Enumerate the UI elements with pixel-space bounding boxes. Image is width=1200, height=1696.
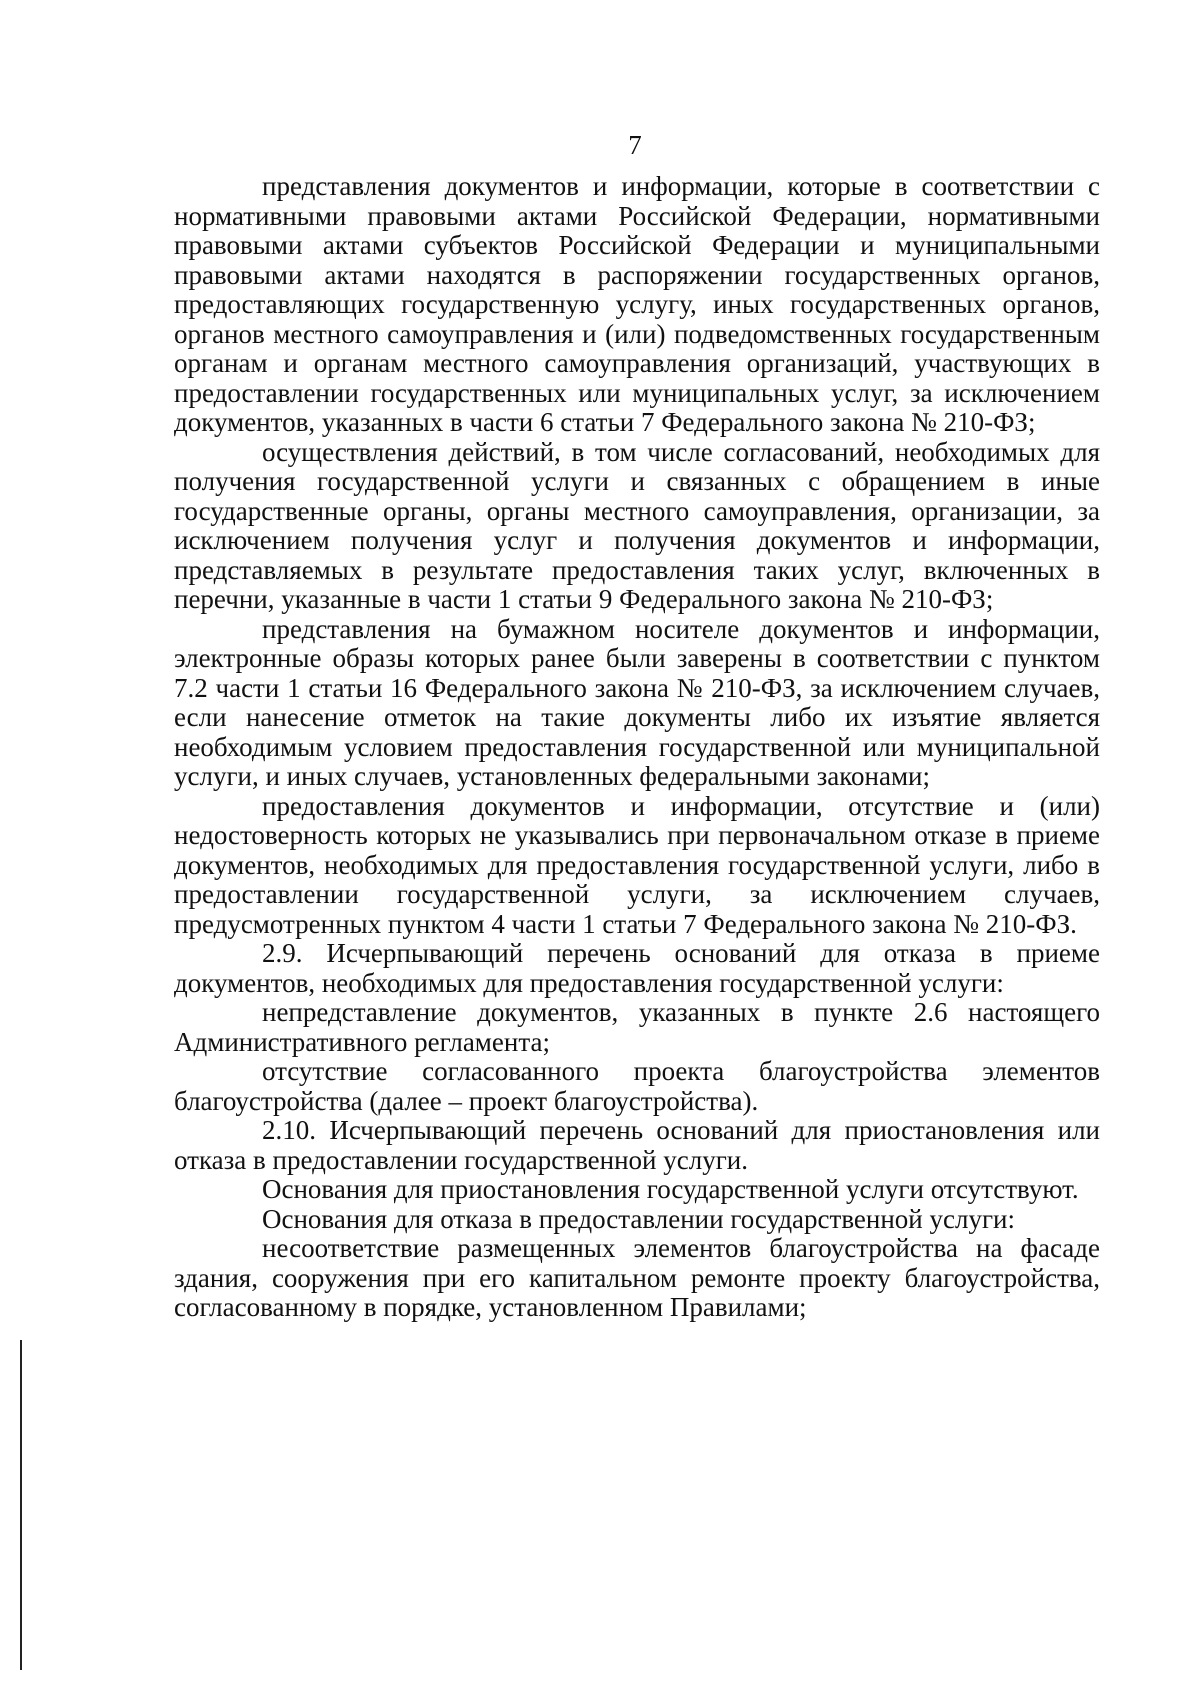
page-number: 7 (628, 130, 642, 160)
scan-artifact-line (20, 1340, 22, 1670)
paragraph: Основания для приостановления государственной услуги отсутствуют. (262, 1174, 1079, 1204)
section-2-10-heading: 2.10. Исчерпывающий перечень оснований для приостановления или отказа в предоставлении государственной услуги. (174, 1115, 1100, 1175)
paragraph: представления документов и информации, которые в соответствии с нормативными правовыми актами Российской Федерации, нормативными правовыми актами субъектов Российской Федерации и муниципальными правовыми актами находятся в распоряжении государственных органов, предоставляющих государственную услугу, иных государственных органов, органов местного самоуправления и (или) подведомственных государственным органам и органам местного самоуправления организаций, участвующих в предоставлении государственных или муниципальных услуг, за исключением документов, указанных в части 6 статьи 7 Федерального закона № 210-ФЗ; (174, 171, 1100, 437)
paragraph: осуществления действий, в том числе согласований, необходимых для получения государственной услуги и связанных с обращением в иные государственные органы, органы местного самоуправления, организации, за исключением получения услуг и получения документов и информации, представляемых в результате предоставления таких услуг, включенных в перечни, указанные в части 1 статьи 9 Федерального закона № 210-ФЗ; (174, 436, 1100, 614)
section-2-9-heading: 2.9. Исчерпывающий перечень оснований для отказа в приеме документов, необходимых для предоставления государственной услуги: (174, 938, 1100, 998)
paragraph: непредставление документов, указанных в пункте 2.6 настоящего Административного регламента; (174, 997, 1100, 1057)
paragraph: несоответствие размещенных элементов благоустройства на фасаде здания, сооружения при его капитальном ремонте проекту благоустройства, согласованному в порядке, установленном Правилами; (174, 1233, 1100, 1322)
paragraph: представления на бумажном носителе документов и информации, электронные образы которых ранее были заверены в соответствии с пунктом 7.2 части 1 статьи 16 Федерального закона № 210-ФЗ, за исключением случаев, если нанесение отметок на такие документы либо их изъятие является необходимым условием предоставления государственной или муниципальной услуги, и иных случаев, установленных федеральными законами; (174, 613, 1100, 791)
paragraph: Основания для отказа в предоставлении государственной услуги: (262, 1203, 1015, 1234)
paragraph: отсутствие согласованного проекта благоустройства элементов благоустройства (далее – проект благоустройства). (174, 1056, 1100, 1116)
paragraph: предоставления документов и информации, отсутствие и (или) недостоверность которых не указывались при первоначальном отказе в приеме документов, необходимых для предоставления государственной услуги, либо в предоставлении государственной услуги, за исключением случаев, предусмотренных пунктом 4 части 1 статьи 7 Федерального закона № 210-ФЗ. (174, 790, 1100, 939)
document-body (174, 172, 1100, 1323)
